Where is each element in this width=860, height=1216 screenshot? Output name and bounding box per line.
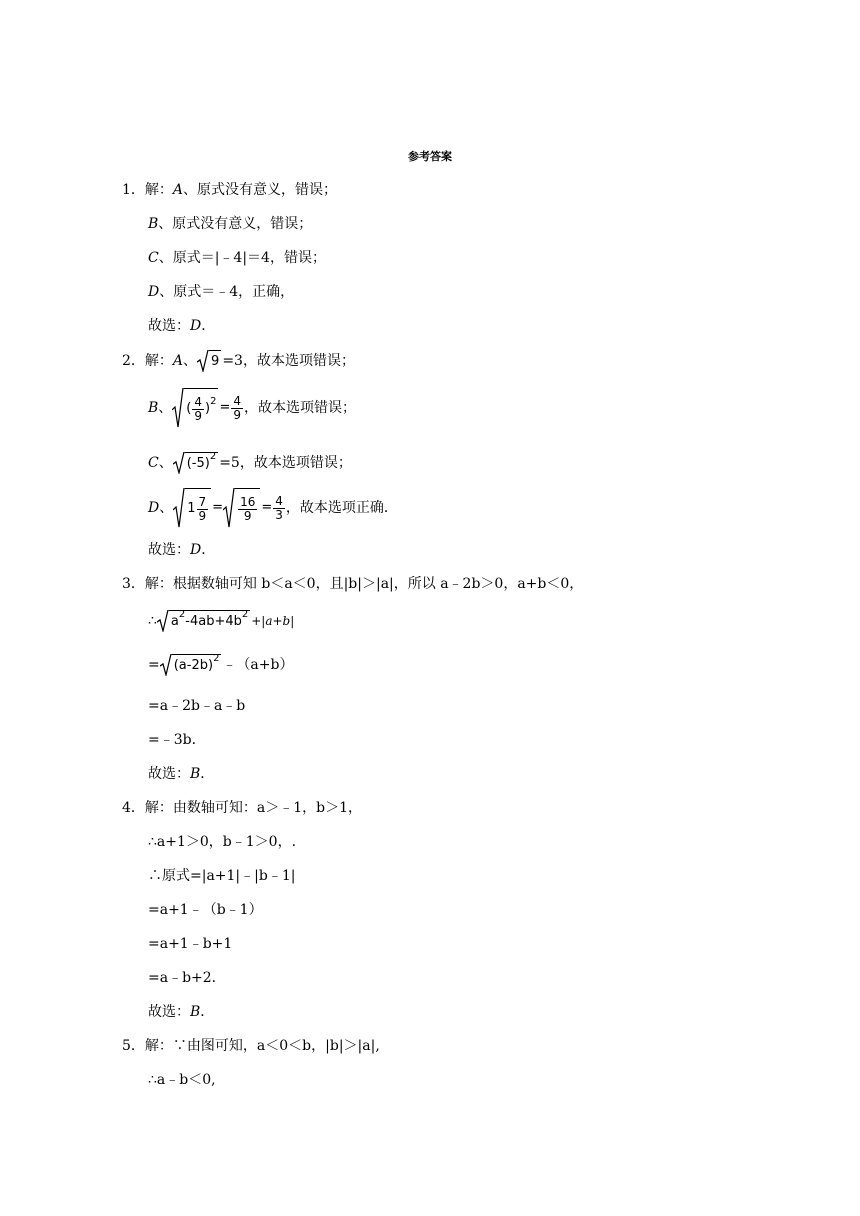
- radical-sign: [160, 654, 172, 676]
- q3-line-5: [148, 730, 206, 750]
- separator: 、: [183, 353, 198, 369]
- answer-end: ．: [200, 1004, 215, 1020]
- separator: 、: [158, 400, 173, 416]
- q3-line-1: [122, 574, 583, 594]
- separator: 、: [158, 455, 173, 471]
- answer-letter: D: [190, 318, 202, 334]
- q1-number: 1．解：: [122, 182, 173, 198]
- answer-letter: B: [190, 766, 201, 782]
- paren-open: (: [186, 401, 192, 416]
- answer-end: ．: [201, 318, 216, 334]
- whole-number: 1: [187, 501, 196, 516]
- numerator: 7: [198, 494, 207, 509]
- abs-term: +|a+b|: [251, 614, 295, 628]
- q4-line-6: [148, 968, 226, 988]
- sqrt-expression: [172, 388, 218, 428]
- q3-step: =a﹣2b﹣a﹣b: [148, 698, 246, 714]
- denominator: 9: [198, 508, 207, 523]
- separator: 、: [159, 500, 174, 516]
- answer-label: 故选：: [148, 318, 190, 334]
- sqrt-expression: [173, 452, 218, 474]
- answer-label: 故选：: [148, 1004, 190, 1020]
- numerator: 4: [233, 393, 242, 408]
- exponent: 2: [241, 609, 249, 620]
- q2-option-d: D: [148, 500, 160, 516]
- q5-step: ∴a﹣b＜0,: [148, 1072, 216, 1088]
- q2-line-1: [122, 350, 355, 372]
- q1-option-c-text: 、原式＝|﹣4|＝4，错误；: [158, 250, 326, 266]
- q4-line-2: [148, 832, 296, 852]
- q5-number: 5．解：: [122, 1038, 173, 1054]
- radical-sign: [157, 610, 169, 632]
- sqrt-expression: [197, 350, 221, 372]
- denominator: 9: [233, 407, 242, 422]
- radicand: (-5): [186, 456, 210, 471]
- equals: =: [148, 657, 160, 673]
- radicand: (a-2b): [173, 658, 214, 673]
- radical-sign: [173, 488, 185, 528]
- q4-answer: [148, 1002, 214, 1022]
- q2-option-a-text: =3，故本选项错误；: [222, 353, 355, 369]
- radicand-part: a: [170, 614, 179, 629]
- q3-line-4: [148, 696, 245, 716]
- q1-line-2: [148, 214, 312, 234]
- q4-step: ∴a+1＞0，b﹣1＞0，.: [148, 834, 297, 850]
- q1-option-c: C: [148, 250, 159, 266]
- equals: =: [261, 500, 273, 515]
- q4-line-4: [148, 900, 263, 920]
- q4-step: =a+1﹣（b﹣1）: [148, 902, 263, 918]
- q5-line-1: [122, 1036, 380, 1056]
- radical-sign: [173, 452, 185, 474]
- q2-option-c: C: [148, 455, 159, 471]
- q3-line-3: [148, 654, 293, 676]
- q2-option-b: B: [148, 400, 159, 416]
- q1-answer: [148, 316, 215, 336]
- radicand: 9: [211, 354, 220, 369]
- q2-line-2: [148, 388, 356, 428]
- q4-number: 4．解：: [122, 800, 173, 816]
- radical-sign: [223, 488, 235, 528]
- q4-line-1: [122, 798, 362, 818]
- q1-option-b: B: [148, 216, 159, 232]
- equals: =: [219, 400, 231, 415]
- q3-step: ﹣（a+b）: [222, 657, 294, 673]
- q4-line-5: [148, 934, 232, 954]
- numerator: 16: [240, 494, 256, 509]
- q1-line-4: [148, 282, 294, 302]
- q1-option-a: A: [172, 182, 184, 198]
- q3-number: 3．解：: [122, 576, 173, 592]
- q2-option-b-text: ，故本选项错误；: [244, 400, 357, 416]
- fraction: [197, 496, 209, 523]
- q3-step: =﹣3b．: [148, 732, 206, 748]
- q4-step: ∴原式=|a+1|﹣|b﹣1|: [148, 868, 296, 884]
- exponent: 2: [178, 609, 186, 620]
- exponent: 2: [213, 653, 220, 664]
- exponent: 2: [210, 396, 217, 407]
- equals: =: [212, 500, 224, 515]
- q3-answer: [148, 764, 214, 784]
- q3-text: 根据数轴可知 b＜a＜0，且|b|＞|a|，所以 a﹣2b＞0，a+b＜0，: [172, 576, 584, 592]
- fraction: [238, 496, 257, 523]
- q1-line-3: [148, 248, 326, 268]
- q4-text: 由数轴可知：a＞﹣1，b＞1，: [172, 800, 363, 816]
- q2-option-c-text: =5，故本选项错误；: [219, 455, 352, 471]
- numerator: 4: [275, 493, 283, 508]
- answer-end: ．: [201, 542, 216, 558]
- q2-line-4: [148, 488, 398, 528]
- q2-option-a: A: [172, 353, 184, 369]
- paren-close: ): [205, 401, 211, 416]
- denominator: 3: [275, 507, 283, 522]
- answer-end: ．: [200, 766, 215, 782]
- exponent: 2: [209, 451, 217, 462]
- answer-letter: B: [190, 1004, 201, 1020]
- fraction: [192, 396, 204, 423]
- q1-option-a-text: 、原式没有意义，错误；: [183, 182, 338, 198]
- q2-answer: [148, 540, 215, 560]
- q4-step: =a﹣b+2．: [148, 970, 226, 986]
- fraction: [273, 495, 285, 522]
- sqrt-expression: [157, 610, 250, 632]
- q2-option-d-text: ，故本选项正确．: [285, 500, 398, 516]
- answer-label: 故选：: [148, 766, 190, 782]
- q2-line-3: [148, 452, 352, 474]
- therefore-symbol: ∴: [148, 613, 157, 629]
- page-title: 参考答案: [408, 150, 452, 163]
- sqrt-expression: [160, 654, 222, 676]
- q1-option-d-text: 、原式＝﹣4，正确，: [159, 284, 295, 300]
- q4-step: =a+1﹣b+1: [148, 936, 233, 952]
- sqrt-expression: [223, 488, 260, 528]
- q5-text: ∵由图可知，a＜0＜b，|b|＞|a|,: [172, 1038, 380, 1054]
- denominator: 9: [194, 408, 203, 423]
- answer-letter: D: [190, 542, 202, 558]
- radicand-part: -4ab+4b: [185, 614, 242, 629]
- answer-label: 故选：: [148, 542, 190, 558]
- q5-line-2: [148, 1070, 216, 1090]
- q4-line-3: [148, 866, 295, 886]
- fraction: [231, 395, 243, 422]
- q3-line-2: [148, 610, 294, 632]
- radical-sign: [172, 388, 184, 428]
- q1-option-d: D: [148, 284, 160, 300]
- sqrt-expression: [173, 488, 211, 528]
- q1-line-1: [122, 180, 337, 200]
- denominator: 9: [243, 508, 252, 523]
- numerator: 4: [194, 394, 203, 409]
- q1-option-b-text: 、原式没有意义，错误；: [158, 216, 313, 232]
- q2-number: 2．解：: [122, 353, 173, 369]
- radical-sign: [197, 350, 209, 372]
